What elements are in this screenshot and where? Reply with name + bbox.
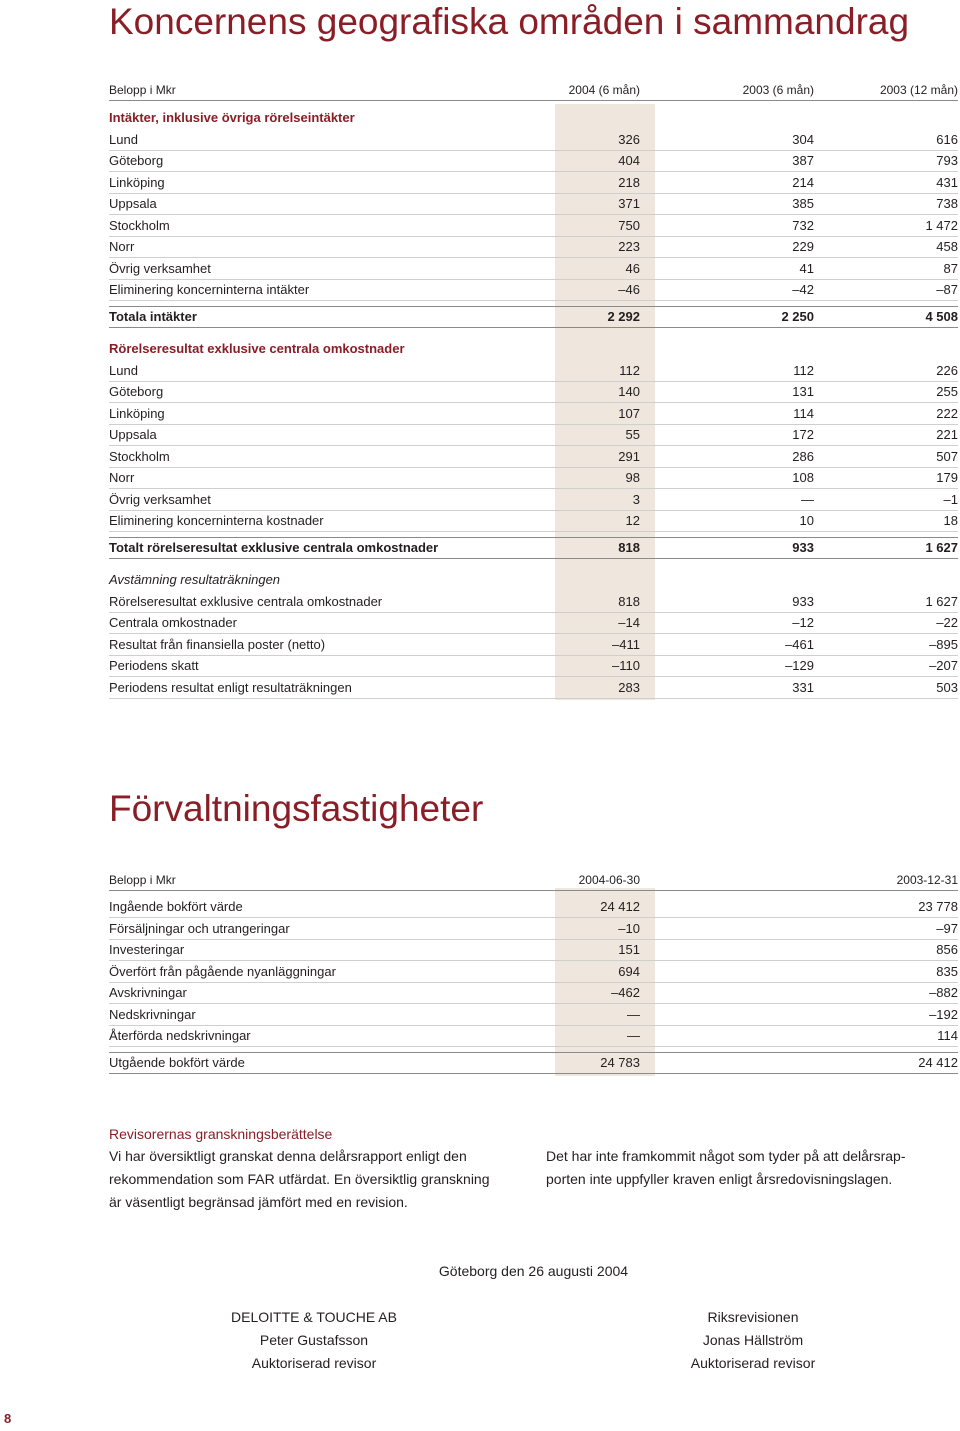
table-row: Avskrivningar –462 –882 (109, 983, 958, 1004)
table-row: Investeringar 151 856 (109, 940, 958, 961)
table-row: Rörelseresultat exklusive centrala omkostnader 818 933 1 627 (109, 592, 958, 613)
total-row: Utgående bokfört värde 24 783 24 412 (109, 1052, 958, 1074)
table-row: Stockholm 750 732 1 472 (109, 216, 958, 237)
page-number: 8 (4, 1411, 12, 1426)
page-title: Koncernens geografiska områden i sammandrag (109, 1, 910, 42)
table-row: Linköping 218 214 431 (109, 173, 958, 194)
table-row: Centrala omkostnader –14 –12 –22 (109, 613, 958, 634)
property-table (109, 866, 958, 1076)
section-title: Förvaltningsfastigheter (109, 788, 484, 829)
section-heading: Rörelseresultat exklusive centrala omkostnader (109, 341, 405, 356)
table-row: Övrig verksamhet 3 — –1 (109, 490, 958, 511)
table-row: Göteborg 404 387 793 (109, 151, 958, 172)
table-row: Göteborg 140 131 255 (109, 382, 958, 403)
table-row: Eliminering koncerninterna kostnader 12 10 18 (109, 511, 958, 532)
total-row: Totala intäkter 2 292 2 250 4 508 (109, 306, 958, 328)
table-row: Övrig verksamhet 46 41 87 (109, 259, 958, 280)
section-heading: Intäkter, inklusive övriga rörelseintäkter (109, 110, 355, 125)
table-row: Norr 223 229 458 (109, 237, 958, 258)
audit-text-right: Det har inte framkommit något som tyder på att delårsrap- porten inte uppfyller kraven enligt årsredovisningslagen. (546, 1148, 906, 1187)
signature-left: DELOITTE & TOUCHE AB Peter Gustafsson Auktoriserad revisor (231, 1309, 397, 1371)
table-row: Överfört från pågående nyanläggningar 694 835 (109, 962, 958, 983)
table-header: Belopp i Mkr 2004-06-30 2003-12-31 (109, 870, 958, 891)
table-row: Norr 98 108 179 (109, 468, 958, 489)
table-row: Periodens resultat enligt resultaträkningen 283 331 503 (109, 678, 958, 699)
table-row: Lund 112 112 226 (109, 361, 958, 382)
table-row: Uppsala 371 385 738 (109, 194, 958, 215)
table-row: Lund 326 304 616 (109, 130, 958, 151)
signature-right: Riksrevisionen Jonas Hällström Auktoriserad revisor (690, 1309, 816, 1371)
table-row: Eliminering koncerninterna intäkter –46 –42 –87 (109, 280, 958, 301)
audit-heading: Revisorernas granskningsberättelse (109, 1126, 333, 1142)
table-row: Uppsala 55 172 221 (109, 425, 958, 446)
audit-text-left: Vi har översiktligt granskat denna delårsrapport enligt den rekommendation som FAR utfärdat. En översiktlig granskning är väsentligt begränsad jämfört med en revision. (109, 1148, 490, 1210)
table-header: Belopp i Mkr 2004 (6 mån) 2003 (6 mån) 2003 (12 mån) (109, 80, 958, 101)
regions-table (109, 76, 958, 700)
place-date: Göteborg den 26 augusti 2004 (438, 1263, 629, 1279)
table-row: Nedskrivningar — –192 (109, 1005, 958, 1026)
table-row: Periodens skatt –110 –129 –207 (109, 656, 958, 677)
table-row: Försäljningar och utrangeringar –10 –97 (109, 919, 958, 940)
table-row: Ingående bokfört värde 24 412 23 778 (109, 897, 958, 918)
table-row: Återförda nedskrivningar — 114 (109, 1026, 958, 1047)
table-row: Resultat från finansiella poster (netto) –411 –461 –895 (109, 635, 958, 656)
table-row: Linköping 107 114 222 (109, 404, 958, 425)
table-row: Stockholm 291 286 507 (109, 447, 958, 468)
section-heading: Avstämning resultaträkningen (109, 572, 281, 587)
total-row: Totalt rörelseresultat exklusive centrala omkostnader 818 933 1 627 (109, 537, 958, 559)
